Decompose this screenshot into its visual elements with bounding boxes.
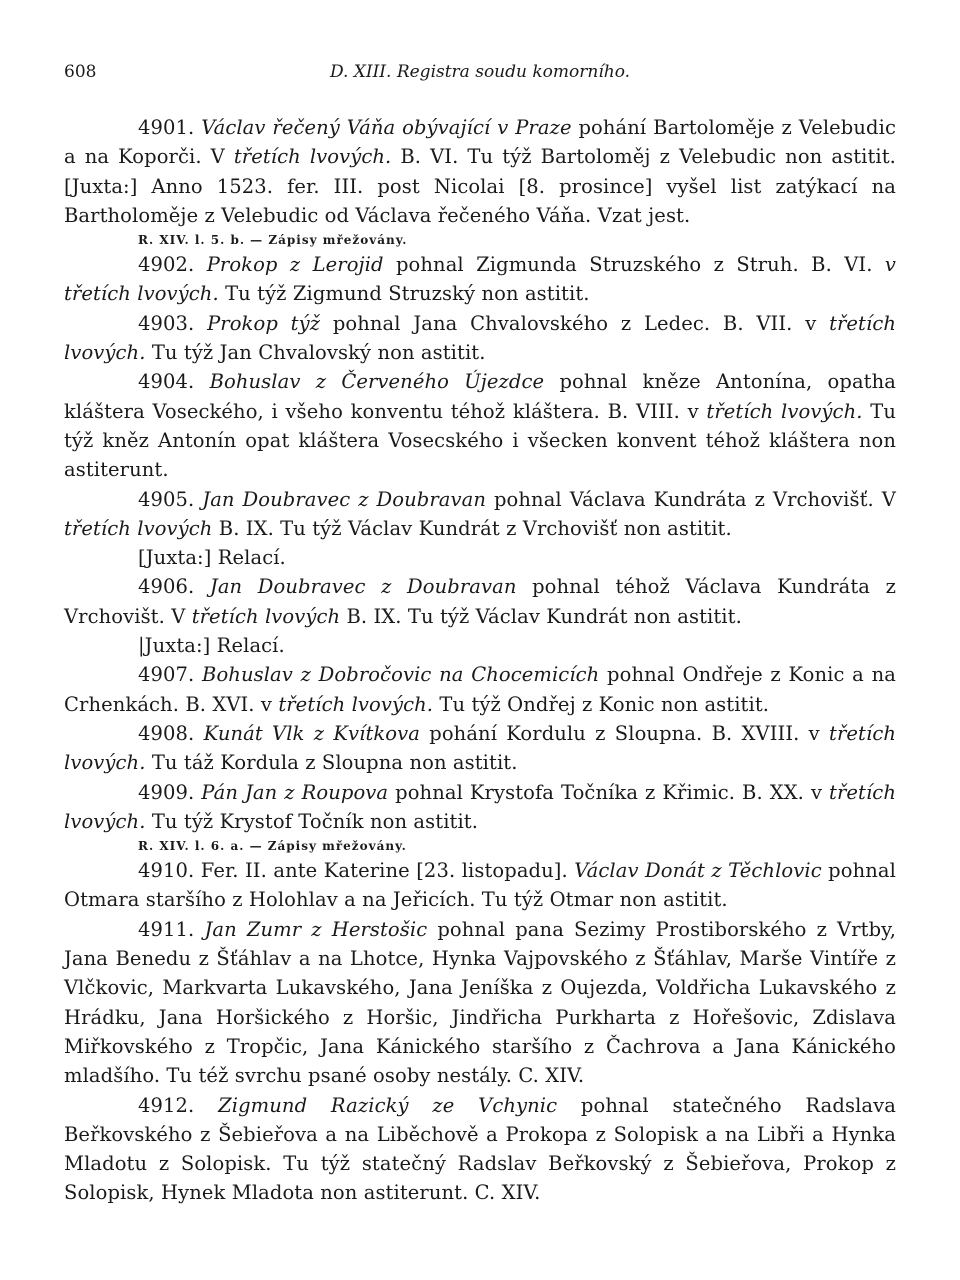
entry-name-italic: třetích lvových.	[278, 692, 434, 716]
entry-number: 4907.	[138, 663, 195, 687]
entry-number: 4905.	[138, 487, 195, 511]
entry-number: 4912.	[138, 1093, 195, 1117]
entry-number: 4910.	[138, 859, 195, 883]
entry-text: Tu týž Jan Chvalovský non astitit.	[145, 341, 486, 365]
entry-text: pohnal Václava Kundráta z Vrchovišť. V	[486, 487, 896, 511]
entry-name-italic: Zigmund Razický ze Vchynic	[218, 1093, 558, 1117]
entry-text: B. IX. Tu týž Václav Kundrát z Vrchovišť non astitit.	[212, 516, 732, 540]
entry-continuation: |Juxta:] Relací.	[138, 634, 285, 658]
entry-text: pohnal kněze Antonína, opatha kláštera Voseckého, i všeho konventu téhož kláštera. B. VIII. v	[64, 370, 896, 423]
entry-text: Tu týž Zigmund Struzský non astitit.	[218, 282, 590, 306]
entry-name-italic: Prokop z Lerojid	[206, 253, 384, 277]
entry-name-italic: Václav řečený Váňa obývající v Praze	[201, 116, 572, 139]
entry-text	[194, 370, 209, 393]
entry-number: 4909.	[138, 780, 195, 804]
entry-text: pohání Kordulu z Sloupna. B. XVIII. v	[420, 721, 830, 745]
document-body	[64, 113, 896, 1208]
entry-text: pohnal Zigmunda Struzského z Struh. B. VI.	[383, 253, 885, 277]
entry-text	[194, 918, 204, 941]
entry-text	[194, 575, 210, 598]
entry-name-italic: třetích lvových.	[706, 399, 863, 423]
entry-name-italic: třetích lvových	[64, 516, 213, 540]
entry-text: Fer. II. ante Katerine [23. listopadu].	[194, 859, 575, 883]
entry-name-italic: třetích lvových.	[233, 145, 392, 169]
entry-text: Tu týž Ondřej z Konic non astitit.	[433, 692, 770, 716]
entry-text: pohnal Krystofa Točníka z Křimic. B. XX. v	[388, 780, 830, 804]
entry-name-italic: Jan Zumr z Herstošic	[204, 917, 428, 941]
entry-name-italic: třetích lvových	[191, 604, 341, 628]
entry-name-italic: třetích lvových.	[64, 311, 897, 365]
entry	[64, 485, 896, 544]
entry-text	[194, 663, 202, 686]
entry	[64, 856, 896, 915]
entry-text: Tu táž Kordula z Sloupna non astitit.	[145, 751, 518, 775]
entry-name-italic: Jan Doubravec z Doubravan	[209, 575, 517, 599]
entry	[64, 1091, 896, 1208]
entry	[64, 778, 896, 837]
page-header	[64, 58, 896, 94]
entry-name-italic: v třetích lvových.	[64, 253, 896, 306]
entry-name-italic: Kunát Vlk z Kvítkova	[203, 721, 420, 745]
register-note: R. XIV. l. 6. a. — Zápisy mřežovány.	[138, 839, 407, 854]
entry-name-italic: třetích lvových.	[64, 721, 896, 775]
entry-number: 4911.	[138, 917, 195, 941]
entry-name-italic: Jan Doubravec z Doubravan	[202, 487, 487, 511]
entry-name-italic: Prokop týž	[207, 311, 321, 335]
entry-text	[194, 253, 206, 276]
entry-name-italic: Václav Donát z Těchlovic	[574, 859, 822, 883]
entry-text	[194, 722, 203, 745]
entry-number: 4906.	[138, 575, 195, 599]
entry-number: 4908.	[138, 721, 195, 745]
entry-text: B. VI. Tu týž Bartoloměj z Velebudic non astitit. [Juxta:] Anno 1523. fer. III. post Nicolai [8. prosince] vyšel list zatýkací na Bartholoměje z Velebudic od Václava řečeného Váňa. Vzat jest.	[64, 145, 896, 227]
entry	[64, 250, 896, 309]
entry-number: 4904.	[138, 370, 195, 394]
entry-number: 4903.	[138, 311, 195, 335]
entry-continuation: [Juxta:] Relací.	[138, 546, 286, 570]
entry-name-italic: třetích lvových.	[64, 780, 896, 833]
entry-text: pohnal pana Sezimy Prostiborského z Vrtby, Jana Benedu z Šťáhlav a na Lhotce, Hynka Vajpovského z Šťáhlav, Marše Vintíře z Vlčkovic, Markvarta Lukavského, Jana Jeníška z Oujezda, Voldřicha Lukavského z Hrádku, Jana Horšického z Horšic, Jindřicha Purkharta z Hořešovic, Zdislava Miřkovského z Tropčic, Jana Kánického staršího z Čachrova a Jana Kánického mladšího. Tu též svrchu psané osoby nestály. C. XIV.	[64, 917, 896, 1088]
entry-text	[194, 312, 207, 335]
entry-text: pohnal téhož Václava Kundráta z Vrchovišt. V	[64, 575, 896, 628]
entry	[64, 367, 896, 484]
entry	[64, 915, 896, 1091]
entry-text: pohnal statečného Radslava Beřkovského z Šebieřova a na Liběchově a Prokopa z Solopisk a na Libři a Hynka Mladotu z Solopisk. Tu týž statečný Radslav Beřkovský z Šebieřova, Prokop z Solopisk, Hynek Mladota non astiterunt. C. XIV.	[64, 1093, 896, 1205]
entry-text: Tu týž Krystof Točník non astitit.	[145, 809, 479, 833]
entry-text	[194, 1094, 218, 1117]
running-title: D. XIII. Registra soudu komorního.	[329, 62, 631, 82]
page-number: 608	[64, 62, 97, 82]
entry-text: B. IX. Tu týž Václav Kundrát non astitit.	[340, 604, 742, 628]
entry	[64, 719, 896, 778]
entry	[64, 660, 896, 719]
entry-name-italic: Bohuslav z Dobročovic na Chocemicích	[202, 663, 600, 687]
entry	[64, 309, 896, 368]
entry-text: pohnal Otmara staršího z Holohlav a na Jeřicích. Tu týž Otmar non astitit.	[64, 859, 896, 912]
entry-text: pohnal Jana Chvalovského z Ledec. B. VII. v	[320, 311, 830, 335]
entry-name-italic: Bohuslav z Červeného Újezdce	[209, 370, 545, 394]
entry-text: Tu týž kněz Antonín opat kláštera Vosecského i všecken konvent téhož kláštera non astiterunt.	[64, 399, 896, 482]
entry-number: 4901.	[138, 116, 195, 139]
register-note: R. XIV. l. 5. b. — Zápisy mřežovány.	[138, 233, 408, 248]
entry	[64, 113, 896, 230]
entry	[64, 572, 896, 631]
entry-number: 4902.	[138, 253, 195, 277]
entry-text: pohání Bartoloměje z Velebudic a na Koporči. V	[64, 116, 896, 169]
entry-text: pohnal Ondřeje z Konic a na Crhenkách. B. XVI. v	[64, 663, 896, 716]
entry-name-italic: Pán Jan z Roupova	[201, 780, 389, 804]
